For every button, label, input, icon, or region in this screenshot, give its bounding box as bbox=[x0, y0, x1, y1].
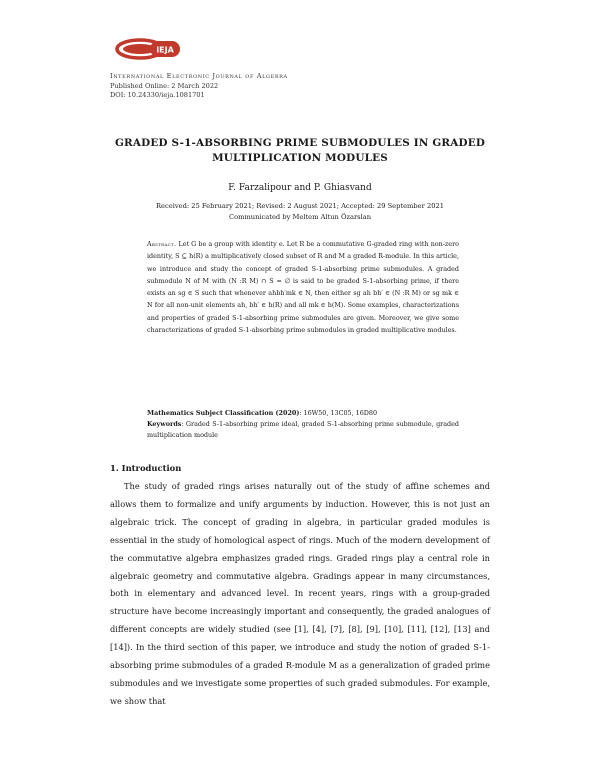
authors: F. Farzalipour and P. Ghiasvand bbox=[228, 183, 372, 193]
msc-codes: : 16W50, 13C05, 16D80 bbox=[299, 409, 378, 417]
msc-label: Mathematics Subject Classification (2020) bbox=[147, 409, 300, 417]
published-date: Published Online: 2 March 2022 bbox=[110, 81, 219, 90]
journal-logo bbox=[110, 36, 182, 62]
keywords-label: Keywords bbox=[147, 420, 182, 428]
introduction-text: The study of graded rings arises naturally out of the study of affine schemes and allows them to formalize and unify arguments by induction. However, this is not just an algebraic trick. The concept of grading in algebra, in particular graded modules is essential in the study of homological aspect of rings. Much of the modern development of the commutative algebra emphasizes graded rings. Graded rings play a central role in algebraic geometry and commutative algebra. Gradings appear in many circumstances, both in elementary and advanced level. In recent years, rings with a group-graded structure have become increasingly important and consequently, the graded analogues of different concepts are widely studied (see [1], [4], [7], [8], [9], [10], [11], [12], [13] and [14]). In the third section of this paper, we introduce and study the notion of graded S-1-absorbing prime submodules of a graded R-module M as a generalization of graded prime submodules and we investigate some properties of such graded submodules. For example, we show that bbox=[110, 481, 490, 706]
communicated-by: Communicated by Meltem Altun Özarslan bbox=[228, 212, 372, 221]
section-heading: 1. Introduction bbox=[110, 463, 182, 473]
abstract-text: Let G be a group with identity e. Let R be a commutative G-graded ring with non-zero identity, S ⊆ h(R) a multiplicatively closed subset of R and M a graded R-module. In this article, we introduce and study the concept of graded S-1-absorbing prime submodules. A graded submodule N of M with (N :R M) ∩ S = ∅ is said to be graded S-1-absorbing prime, if there exists an sg ∈ S such that whenever ahbh′mk ∈ N, then either sg ah bh′ ∈ (N :R M) or sg mk ∈ N for all non-unit elements ah, bh′ ∈ h(R) and all mk ∈ h(M). Some examples, characterizations and properties of graded S-1-absorbing prime submodules are given. Moreover, we give some characterizations of graded S-1-absorbing prime submodules in graded multiplicative modules. bbox=[147, 240, 459, 335]
msc bbox=[147, 408, 459, 419]
abstract-label: Abstract. bbox=[147, 240, 177, 248]
journal-header bbox=[110, 72, 288, 101]
keywords bbox=[147, 419, 459, 441]
keywords-text: : Graded S-1-absorbing prime ideal, graded S-1-absorbing prime submodule, graded multiplication module bbox=[147, 420, 459, 439]
paper-title: GRADED S-1-ABSORBING PRIME SUBMODULES IN GRADED MULTIPLICATION MODULES bbox=[114, 137, 486, 164]
doi: DOI: 10.24330/ieja.1081701 bbox=[110, 91, 205, 100]
abstract bbox=[147, 238, 459, 336]
journal-name: International Electronic Journal of Algebra bbox=[110, 72, 288, 80]
logo-text: IEJA bbox=[156, 45, 174, 55]
dates: Received: 25 February 2021; Revised: 2 August 2021; Accepted: 29 September 2021 bbox=[156, 202, 444, 210]
history bbox=[100, 201, 500, 222]
